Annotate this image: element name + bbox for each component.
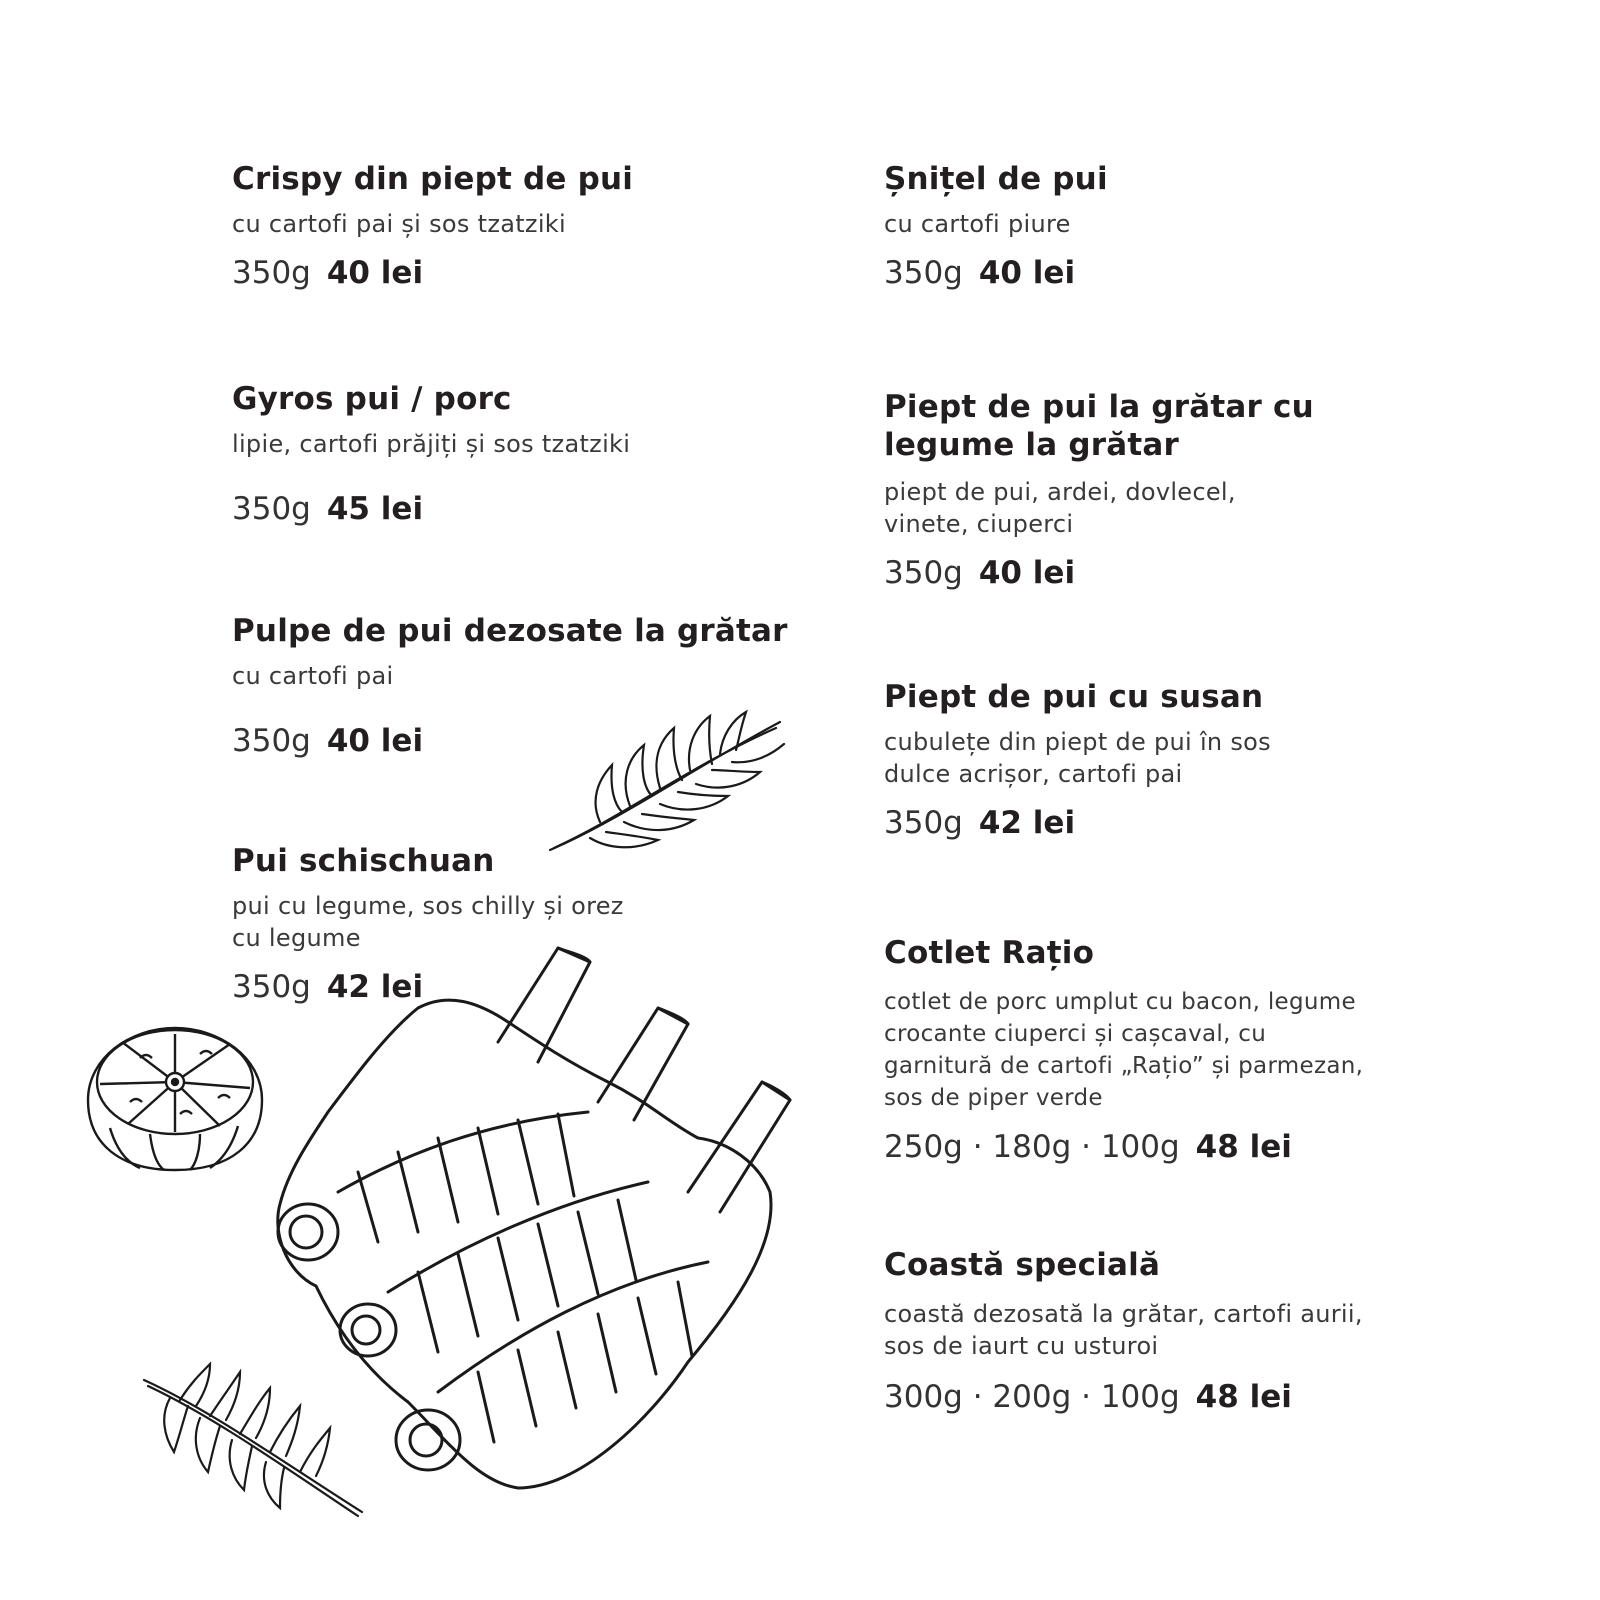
item-weight: 350g [232, 491, 311, 527]
item-weight: 300g · 200g · 100g [884, 1379, 1180, 1415]
item-description: cubulețe din piept de pui în sos dulce acrișor, cartofi pai [884, 728, 1271, 788]
item-description: cu cartofi pai și sos tzatziki [232, 210, 566, 238]
item-description: cu cartofi pai [232, 662, 394, 690]
rosemary-sprig-illustration [140, 1360, 370, 1520]
item-weight: 350g [232, 969, 311, 1005]
item-price-line [232, 490, 792, 528]
item-price: 48 lei [1195, 1379, 1292, 1415]
menu-item-coasta [884, 1246, 1534, 1416]
item-price: 48 lei [1195, 1129, 1292, 1165]
item-price: 40 lei [326, 255, 424, 291]
item-weight: 350g [232, 723, 311, 759]
item-name: Crispy din piept de pui [232, 161, 634, 197]
item-price-line [884, 254, 1484, 292]
menu-item-snitel [884, 160, 1484, 292]
item-price-line [884, 804, 1484, 842]
item-price: 40 lei [978, 555, 1076, 591]
item-price-line [884, 1128, 1534, 1166]
item-name: Șnițel de pui [884, 161, 1108, 197]
item-weight: 350g [232, 255, 311, 291]
item-price-line [884, 554, 1484, 592]
menu-item-piept-gratar [884, 388, 1484, 592]
item-price: 45 lei [326, 491, 424, 527]
item-name: Cotlet Rațio [884, 935, 1095, 971]
rosemary-sprig-illustration [540, 700, 790, 870]
item-description: lipie, cartofi prăjiți și sos tzatziki [232, 430, 631, 458]
item-name: Pui schischuan [232, 843, 495, 879]
item-price: 40 lei [978, 255, 1076, 291]
item-price-line [232, 254, 792, 292]
menu-item-gyros [232, 380, 792, 528]
item-price: 40 lei [326, 723, 424, 759]
item-name: Piept de pui cu susan [884, 679, 1264, 715]
item-name: Coastă specială [884, 1247, 1161, 1283]
item-name: Pulpe de pui dezosate la grătar [232, 613, 788, 649]
item-weight: 350g [884, 555, 963, 591]
item-description: cu cartofi piure [884, 210, 1071, 238]
item-description: pui cu legume, sos chilly și orez cu legume [232, 892, 624, 952]
item-weight: 350g [884, 255, 963, 291]
garlic-illustration [80, 1018, 270, 1178]
menu-item-piept-susan [884, 678, 1484, 842]
item-weight: 250g · 180g · 100g [884, 1129, 1180, 1165]
item-description: coastă dezosată la grătar, cartofi aurii, sos de iaurt cu usturoi [884, 1300, 1363, 1360]
item-name: Gyros pui / porc [232, 381, 512, 417]
menu-item-cotlet [884, 934, 1534, 1166]
menu-item-crispy [232, 160, 792, 292]
item-name: Piept de pui la grătar cu legume la grătar [884, 389, 1314, 463]
item-weight: 350g [884, 805, 963, 841]
item-price-line [884, 1378, 1534, 1416]
item-description: cotlet de porc umplut cu bacon, legume crocante ciuperci și cașcaval, cu garnitură de cartofi „Rațio” și parmezan, sos de piper verde [884, 989, 1364, 1111]
item-price: 42 lei [978, 805, 1076, 841]
item-description: piept de pui, ardei, dovlecel, vinete, ciuperci [884, 478, 1236, 538]
item-price: 42 lei [326, 969, 424, 1005]
